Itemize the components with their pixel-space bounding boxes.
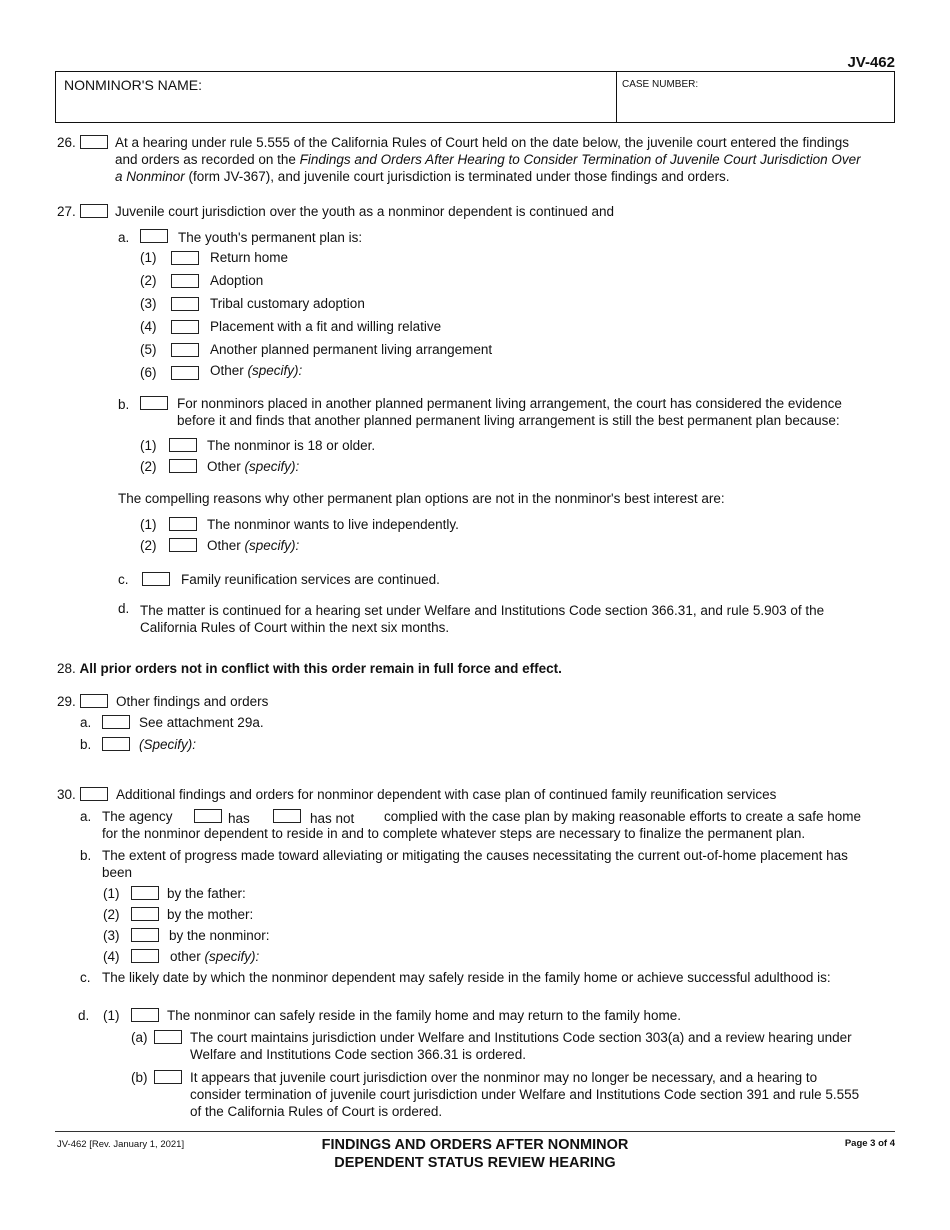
item30b-opt2-text: by the mother:: [167, 907, 254, 922]
item30d-b-line3: of the California Rules of Court is ordered.: [190, 1104, 443, 1119]
item27b-opt2-text: Other (specify):: [207, 459, 300, 474]
item30a-has-label: has: [228, 811, 250, 826]
item27a-opt6-text: Other (specify):: [210, 363, 303, 378]
item30b-opt2-num: (2): [103, 907, 120, 922]
item30a-pre: The agency: [102, 809, 173, 824]
item27a-opt2-text: Adoption: [210, 273, 264, 288]
footer-revision: JV-462 [Rev. January 1, 2021]: [57, 1139, 185, 1150]
item30d-letter: d.: [78, 1008, 90, 1023]
item27-number: 27.: [57, 204, 76, 219]
item30d-1-text: The nonminor can safely reside in the family home and may return to the family home.: [167, 1008, 681, 1023]
item29a-letter: a.: [80, 715, 92, 730]
item27b-letter: b.: [118, 397, 130, 412]
item27b-opt1-num: (1): [140, 438, 157, 453]
item27a-opt3-num: (3): [140, 296, 157, 311]
item27d-line1: The matter is continued for a hearing set under Welfare and Institutions Code section 366.31, and rule 5.903 of the: [140, 603, 825, 618]
item30a-line2: for the nonminor dependent to reside in and to complete whatever steps are necessary to finalize the permanent plan.: [102, 826, 806, 841]
compelling-opt2-checkbox[interactable]: [169, 538, 197, 552]
item30b-opt2-checkbox[interactable]: [131, 907, 159, 921]
item30a-has-checkbox[interactable]: [194, 809, 222, 823]
item27c-text: Family reunification services are continued.: [181, 572, 440, 587]
item26-line1: At a hearing under rule 5.555 of the California Rules of Court held on the date below, the juvenile court entered the findings: [115, 135, 849, 150]
item30b-line1: The extent of progress made toward alleviating or mitigating the causes necessitating the current out-of-home placement has: [102, 848, 848, 863]
item30b-opt4-num: (4): [103, 949, 120, 964]
item27a-opt4-text: Placement with a fit and willing relative: [210, 319, 442, 334]
item27a-opt6-num: (6): [140, 365, 157, 380]
compelling-text: The compelling reasons why other permanent plan options are not in the nonminor's best interest are:: [118, 491, 725, 506]
item29a-checkbox[interactable]: [102, 715, 130, 729]
item27a-opt4-checkbox[interactable]: [171, 320, 199, 334]
item27a-opt2-checkbox[interactable]: [171, 274, 199, 288]
item30d-num1: (1): [103, 1008, 120, 1023]
header-box: [55, 71, 895, 123]
item27b-line2: before it and finds that another planned permanent living arrangement is still the best permanent plan because:: [177, 413, 840, 428]
item27-text: Juvenile court jurisdiction over the youth as a nonminor dependent is continued and: [115, 204, 615, 219]
item30d-b-checkbox[interactable]: [154, 1070, 182, 1084]
item29b-text: (Specify):: [139, 737, 197, 752]
item27d-letter: d.: [118, 601, 130, 616]
item30d-b-line1: It appears that juvenile court jurisdiction over the nonminor may no longer be necessary, and a hearing to: [190, 1070, 818, 1085]
item30b-opt4-text: other (specify):: [170, 949, 260, 964]
item26-line3: a Nonminor (form JV-367), and juvenile court jurisdiction is terminated under those findings and orders.: [115, 169, 730, 184]
item29-checkbox[interactable]: [80, 694, 108, 708]
item27b-checkbox[interactable]: [140, 396, 168, 410]
item30a-has-not-checkbox[interactable]: [273, 809, 301, 823]
item30a-has-not-label: has not: [310, 811, 355, 826]
item27a-opt1-num: (1): [140, 250, 157, 265]
item30b-opt1-num: (1): [103, 886, 120, 901]
item27a-letter: a.: [118, 230, 130, 245]
compelling-opt1-text: The nonminor wants to live independently.: [207, 517, 459, 532]
item29b-checkbox[interactable]: [102, 737, 130, 751]
header-divider: [616, 72, 617, 122]
item27a-opt1-text: Return home: [210, 250, 289, 265]
nonminor-name-field[interactable]: NONMINOR'S NAME:: [64, 77, 203, 93]
item30b-opt4-checkbox[interactable]: [131, 949, 159, 963]
item29b-letter: b.: [80, 737, 92, 752]
item30b-opt1-text: by the father:: [167, 886, 246, 901]
compelling-opt2-text: Other (specify):: [207, 538, 300, 553]
item28: 28. All prior orders not in conflict with this order remain in full force and effect.: [57, 661, 562, 676]
item30d-b-label: (b): [131, 1070, 148, 1085]
item30c-letter: c.: [80, 970, 91, 985]
form-id: JV-462: [847, 54, 895, 71]
item27a-opt6-checkbox[interactable]: [171, 366, 199, 380]
item27a-opt2-num: (2): [140, 273, 157, 288]
item26-line2: and orders as recorded on the Findings and Orders After Hearing to Consider Termination of Juvenile Court Jurisdiction Over: [115, 152, 861, 167]
footer-title: [240, 1136, 710, 1172]
item27a-opt3-text: Tribal customary adoption: [210, 296, 365, 311]
item30-text: Additional findings and orders for nonminor dependent with case plan of continued family reunification services: [116, 787, 777, 802]
item30d-b-line2: consider termination of juvenile court jurisdiction under Welfare and Institutions Code section 391 and rule 5.555: [190, 1087, 860, 1102]
compelling-opt1-num: (1): [140, 517, 157, 532]
item30-checkbox[interactable]: [80, 787, 108, 801]
item27-checkbox[interactable]: [80, 204, 108, 218]
compelling-opt1-checkbox[interactable]: [169, 517, 197, 531]
item30b-opt3-text: by the nonminor:: [169, 928, 270, 943]
item30c-text: The likely date by which the nonminor dependent may safely reside in the family home or achieve successful adulthood is:: [102, 970, 831, 985]
item27a-checkbox[interactable]: [140, 229, 168, 243]
item27a-opt4-num: (4): [140, 319, 157, 334]
item27a-opt1-checkbox[interactable]: [171, 251, 199, 265]
item30a-post: complied with the case plan by making reasonable efforts to create a safe home: [384, 809, 862, 824]
item27b-line1: For nonminors placed in another planned permanent living arrangement, the court has considered the evidence: [177, 396, 842, 411]
footer-title-line2: DEPENDENT STATUS REVIEW HEARING: [334, 1155, 616, 1171]
footer-rule: [55, 1131, 895, 1132]
item29-text: Other findings and orders: [116, 694, 269, 709]
item30b-opt1-checkbox[interactable]: [131, 886, 159, 900]
item27a-opt5-checkbox[interactable]: [171, 343, 199, 357]
item27a-opt3-checkbox[interactable]: [171, 297, 199, 311]
compelling-opt2-num: (2): [140, 538, 157, 553]
item27c-letter: c.: [118, 572, 129, 587]
item27a-opt5-text: Another planned permanent living arrangement: [210, 342, 493, 357]
item30-number: 30.: [57, 787, 76, 802]
item30d-1-checkbox[interactable]: [131, 1008, 159, 1022]
item27b-opt1-text: The nonminor is 18 or older.: [207, 438, 376, 453]
footer-title-line1: FINDINGS AND ORDERS AFTER NONMINOR: [321, 1137, 629, 1153]
item27c-checkbox[interactable]: [142, 572, 170, 586]
item30d-a-label: (a): [131, 1030, 148, 1045]
item27d-line2: California Rules of Court within the next six months.: [140, 620, 450, 635]
item30d-a-line2: Welfare and Institutions Code section 366.31 is ordered.: [190, 1047, 526, 1062]
item26-number: 26.: [57, 135, 76, 150]
item27b-opt1-checkbox[interactable]: [169, 438, 197, 452]
item30b-opt3-checkbox[interactable]: [131, 928, 159, 942]
item27b-opt2-num: (2): [140, 459, 157, 474]
item30b-opt3-num: (3): [103, 928, 120, 943]
item30a-letter: a.: [80, 809, 92, 824]
item27a-text: The youth's permanent plan is:: [178, 230, 363, 245]
item30d-a-line1: The court maintains jurisdiction under Welfare and Institutions Code section 303(a) and a review hearing under: [190, 1030, 852, 1045]
item29a-text: See attachment 29a.: [139, 715, 264, 730]
item26-checkbox[interactable]: [80, 135, 108, 149]
item30b-letter: b.: [80, 848, 92, 863]
item27b-opt2-checkbox[interactable]: [169, 459, 197, 473]
item27a-opt5-num: (5): [140, 342, 157, 357]
item30d-a-checkbox[interactable]: [154, 1030, 182, 1044]
item29-number: 29.: [57, 694, 76, 709]
footer-page-number: Page 3 of 4: [844, 1138, 895, 1149]
case-number-field[interactable]: CASE NUMBER:: [622, 79, 699, 90]
item30b-line2: been: [102, 865, 133, 880]
